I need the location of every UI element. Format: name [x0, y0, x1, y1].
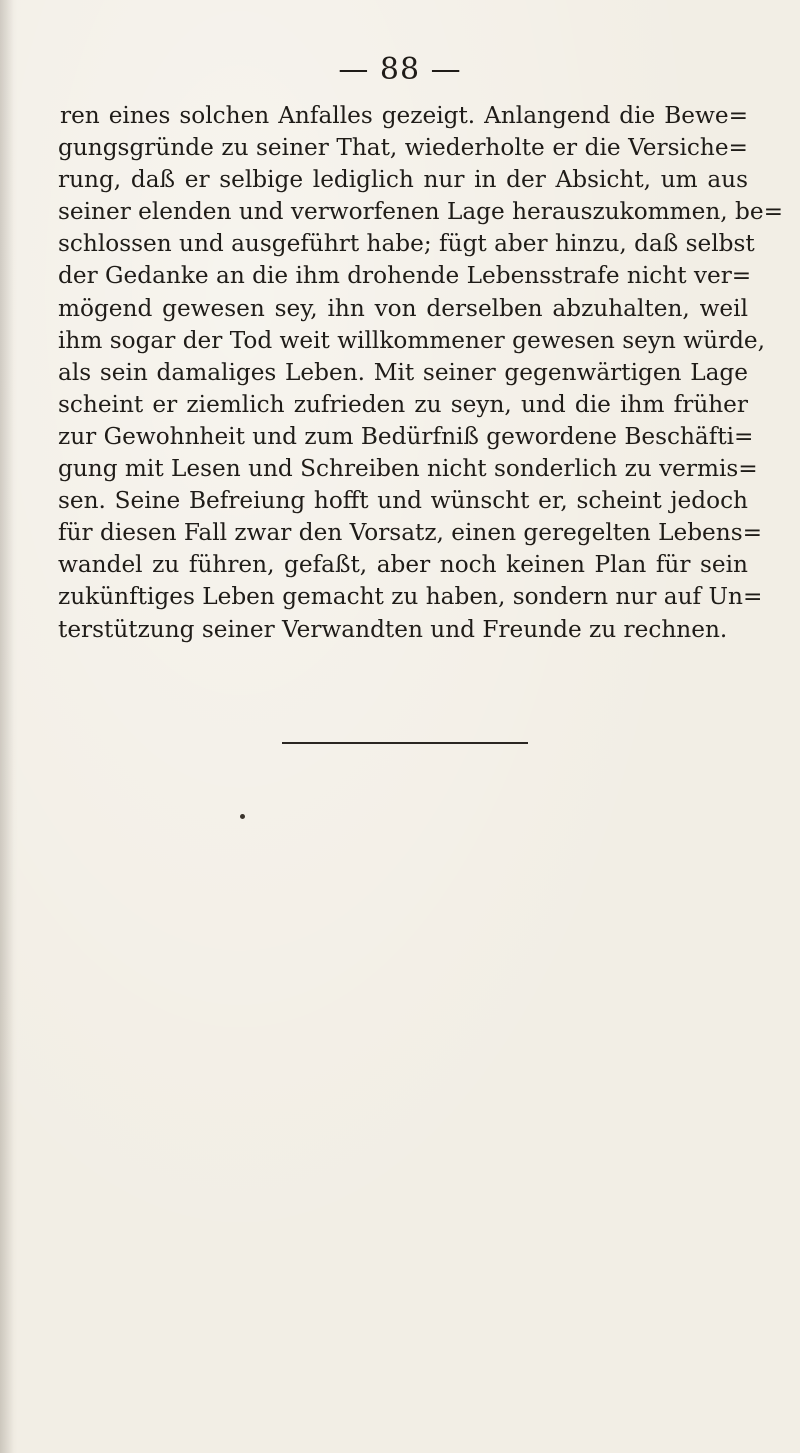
text-line: gungsgründe zu seiner That, wiederholte er die Versiche=	[58, 134, 748, 162]
text-line: zur Gewohnheit und zum Bedürfniß gewordene Beschäfti=	[58, 422, 754, 450]
body-text	[58, 100, 784, 646]
text-line: rung, daß er selbige lediglich nur in der Absicht, um aus	[58, 166, 748, 194]
text-line: zukünftiges Leben gemacht zu haben, sondern nur auf Un=	[58, 583, 763, 611]
text-line: der Gedanke an die ihm drohende Lebensstrafe nicht ver=	[58, 262, 752, 290]
page-binding-shadow	[0, 0, 14, 1453]
page-number-header: — 88 —	[338, 52, 462, 87]
text-line: mögend gewesen sey, ihn von derselben abzuhalten, weil	[58, 294, 748, 322]
text-line: ren eines solchen Anfalles gezeigt. Anlangend die Bewe=	[60, 102, 748, 129]
text-line: für diesen Fall zwar den Vorsatz, einen geregelten Lebens=	[58, 519, 763, 547]
text-line: seiner elenden und verworfenen Lage herauszukommen, be=	[58, 198, 784, 226]
text-line: ihm sogar der Tod weit willkommener gewesen seyn würde,	[58, 326, 766, 354]
text-line: terstützung seiner Verwandten und Freunde zu rechnen.	[58, 615, 728, 643]
text-line: schlossen und ausgeführt habe; fügt aber hinzu, daß selbst	[58, 230, 755, 258]
text-line: sen. Seine Befreiung hofft und wünscht er, scheint jedoch	[58, 487, 748, 515]
text-line: wandel zu führen, gefaßt, aber noch keinen Plan für sein	[58, 551, 748, 579]
ink-spot	[240, 814, 245, 819]
section-divider-rule	[282, 742, 528, 744]
text-line: als sein damaliges Leben. Mit seiner gegenwärtigen Lage	[58, 358, 748, 386]
text-line: gung mit Lesen und Schreiben nicht sonderlich zu vermis=	[58, 455, 758, 483]
text-line: scheint er ziemlich zufrieden zu seyn, und die ihm früher	[58, 390, 748, 418]
